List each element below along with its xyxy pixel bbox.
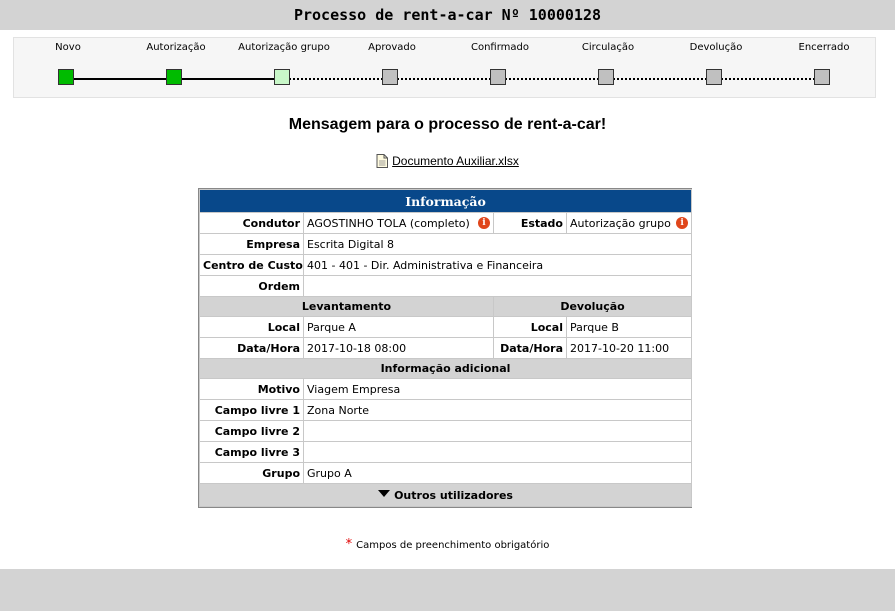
step-label-encerrado: Encerrado bbox=[798, 42, 850, 53]
progress-line-done bbox=[66, 78, 174, 80]
estado-label: Estado bbox=[494, 213, 567, 234]
estado-value: Autorização grupo bbox=[570, 216, 671, 230]
step-marker-encerrado bbox=[814, 69, 830, 85]
levantamento-datahora-value: 2017-10-18 08:00 bbox=[304, 338, 494, 359]
informacao-adicional-header: Informação adicional bbox=[200, 359, 692, 379]
campo-livre-3-value bbox=[304, 442, 692, 463]
required-star-icon: * bbox=[345, 537, 353, 552]
progress-line-pending bbox=[282, 78, 822, 80]
campo-livre-3-label: Campo livre 3 bbox=[200, 442, 304, 463]
motivo-value: Viagem Empresa bbox=[304, 379, 692, 400]
triangle-down-icon bbox=[378, 490, 390, 497]
centro-custo-label: Centro de Custo bbox=[200, 255, 304, 276]
outros-utilizadores-toggle[interactable] bbox=[200, 484, 692, 507]
empresa-value: Escrita Digital 8 bbox=[304, 234, 692, 255]
grupo-value: Grupo A bbox=[304, 463, 692, 484]
motivo-label: Motivo bbox=[200, 379, 304, 400]
attachment-link[interactable]: Documento Auxiliar.xlsx bbox=[392, 154, 519, 168]
ordem-label: Ordem bbox=[200, 276, 304, 297]
page-title: Processo de rent-a-car Nº 10000128 bbox=[293, 6, 602, 24]
grupo-label: Grupo bbox=[200, 463, 304, 484]
estado-info-icon[interactable]: i bbox=[676, 217, 688, 229]
empresa-label: Empresa bbox=[200, 234, 304, 255]
condutor-cell bbox=[304, 213, 494, 234]
step-label-aprovado: Aprovado bbox=[368, 42, 416, 53]
information-title: Informação bbox=[200, 190, 692, 213]
information-panel bbox=[198, 188, 692, 508]
step-marker-devolucao bbox=[706, 69, 722, 85]
campo-livre-2-value bbox=[304, 421, 692, 442]
step-marker-autorizacao bbox=[166, 69, 182, 85]
levantamento-local-value: Parque A bbox=[304, 317, 494, 338]
step-marker-circulacao bbox=[598, 69, 614, 85]
process-progress-bar bbox=[13, 37, 876, 98]
progress-line-done bbox=[174, 78, 282, 80]
required-fields-note bbox=[0, 537, 895, 552]
devolucao-datahora-label: Data/Hora bbox=[494, 338, 567, 359]
levantamento-header: Levantamento bbox=[200, 297, 494, 317]
step-label-autorizacao-grupo: Autorização grupo bbox=[238, 42, 330, 53]
step-label-autorizacao: Autorização bbox=[146, 42, 206, 53]
estado-cell bbox=[567, 213, 692, 234]
required-fields-text: Campos de preenchimento obrigatório bbox=[356, 540, 550, 551]
outros-utilizadores-label: Outros utilizadores bbox=[394, 488, 513, 502]
process-message: Mensagem para o processo de rent-a-car! bbox=[288, 116, 607, 133]
devolucao-header: Devolução bbox=[494, 297, 692, 317]
step-marker-novo bbox=[58, 69, 74, 85]
campo-livre-1-label: Campo livre 1 bbox=[200, 400, 304, 421]
attachment-row bbox=[0, 154, 895, 171]
centro-custo-value: 401 - 401 - Dir. Administrativa e Financeira bbox=[304, 255, 692, 276]
page-header bbox=[0, 0, 895, 30]
step-label-circulacao: Circulação bbox=[581, 42, 635, 53]
page-footer bbox=[0, 569, 895, 611]
devolucao-local-label: Local bbox=[494, 317, 567, 338]
step-marker-aprovado bbox=[382, 69, 398, 85]
campo-livre-1-value: Zona Norte bbox=[304, 400, 692, 421]
condutor-value: AGOSTINHO TOLA (completo) bbox=[307, 216, 470, 230]
devolucao-local-value: Parque B bbox=[567, 317, 692, 338]
devolucao-datahora-value: 2017-10-20 11:00 bbox=[567, 338, 692, 359]
levantamento-local-label: Local bbox=[200, 317, 304, 338]
levantamento-datahora-label: Data/Hora bbox=[200, 338, 304, 359]
step-marker-autorizacao-grupo bbox=[274, 69, 290, 85]
condutor-label: Condutor bbox=[200, 213, 304, 234]
campo-livre-2-label: Campo livre 2 bbox=[200, 421, 304, 442]
step-label-confirmado: Confirmado bbox=[470, 42, 529, 53]
step-marker-confirmado bbox=[490, 69, 506, 85]
step-label-novo: Novo bbox=[55, 42, 81, 53]
step-label-devolucao: Devolução bbox=[689, 42, 743, 53]
document-icon bbox=[376, 154, 388, 171]
condutor-info-icon[interactable]: i bbox=[478, 217, 490, 229]
ordem-value bbox=[304, 276, 692, 297]
